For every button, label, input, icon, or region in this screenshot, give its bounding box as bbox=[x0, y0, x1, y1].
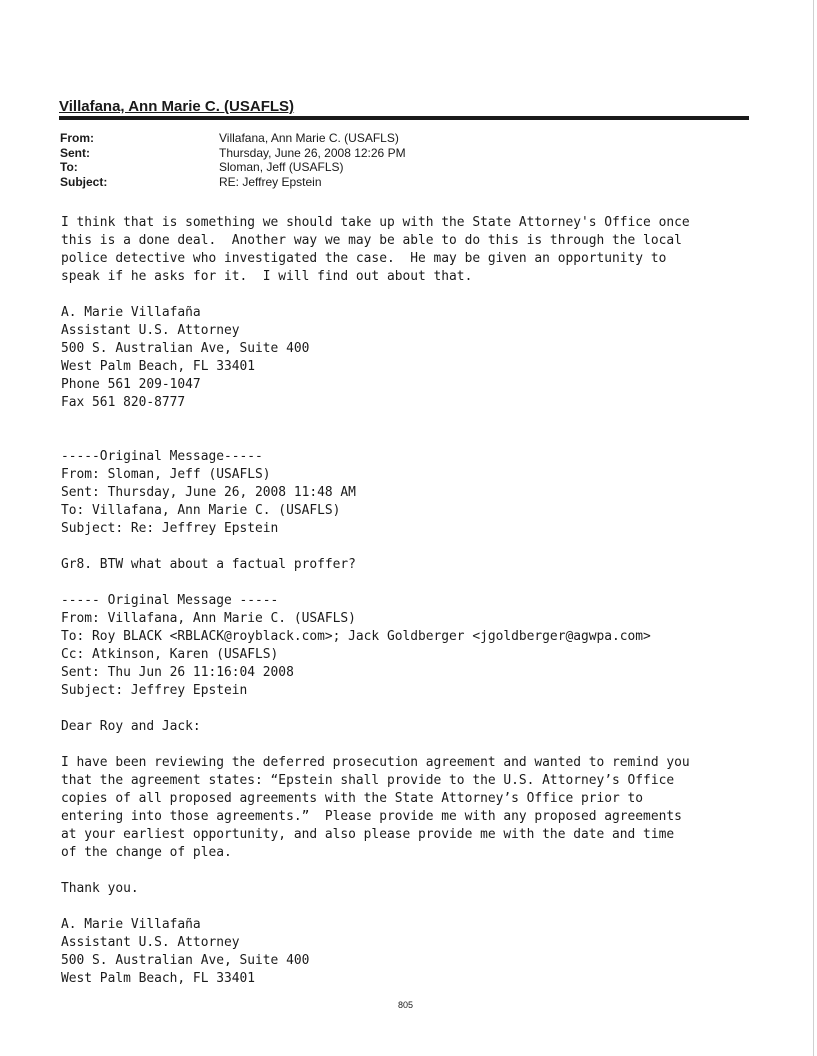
text-line: police detective who investigated the case. He may be given an opportunity to bbox=[61, 251, 667, 266]
text-line: Dear Roy and Jack: bbox=[61, 719, 201, 734]
text-line: I think that is something we should take up with the State Attorney's Office once bbox=[61, 215, 690, 230]
text-line: this is a done deal. Another way we may be able to do this is through the local bbox=[61, 233, 682, 248]
page-number: 805 bbox=[398, 1000, 414, 1010]
title-rule bbox=[59, 116, 749, 120]
text-line: at your earliest opportunity, and also please provide me with the date and time bbox=[61, 827, 675, 842]
header-value: RE: Jeffrey Epstein bbox=[219, 174, 322, 189]
text-line: A. Marie Villafaña bbox=[61, 917, 201, 932]
text-line: of the change of plea. bbox=[61, 845, 232, 860]
text-line: To: Roy BLACK <RBLACK@royblack.com>; Jack Goldberger <jgoldberger@agwpa.com> bbox=[61, 629, 651, 644]
email-body bbox=[61, 214, 801, 988]
document-title: Villafana, Ann Marie C. (USAFLS) bbox=[59, 98, 295, 115]
text-line: From: Sloman, Jeff (USAFLS) bbox=[61, 467, 271, 482]
signature-block bbox=[61, 916, 801, 988]
text-line: ----- Original Message ----- bbox=[61, 593, 279, 608]
text-line: Cc: Atkinson, Karen (USAFLS) bbox=[61, 647, 279, 662]
greeting bbox=[61, 718, 801, 736]
text-line: Assistant U.S. Attorney bbox=[61, 935, 240, 950]
header-label: Subject: bbox=[60, 174, 108, 189]
text-line: Thank you. bbox=[61, 881, 139, 896]
signature-block bbox=[61, 304, 801, 412]
text-line: Phone 561 209-1047 bbox=[61, 377, 201, 392]
text-line: West Palm Beach, FL 33401 bbox=[61, 359, 256, 374]
text-line: To: Villafana, Ann Marie C. (USAFLS) bbox=[61, 503, 341, 518]
text-line: entering into those agreements.” Please provide me with any proposed agreements bbox=[61, 809, 682, 824]
scan-edge-line bbox=[813, 0, 814, 1056]
reply-paragraph bbox=[61, 214, 801, 286]
text-line: Subject: Jeffrey Epstein bbox=[61, 683, 248, 698]
original-message-header bbox=[61, 592, 801, 700]
header-label: To: bbox=[60, 160, 78, 174]
original-message-header bbox=[61, 448, 801, 538]
closing bbox=[61, 880, 801, 898]
header-row-sent bbox=[60, 146, 406, 161]
original-message-body bbox=[61, 556, 801, 574]
text-line: A. Marie Villafaña bbox=[61, 305, 201, 320]
email-header bbox=[60, 131, 406, 189]
text-line: that the agreement states: “Epstein shall provide to the U.S. Attorney’s Office bbox=[61, 773, 675, 788]
header-label: Sent: bbox=[60, 145, 90, 160]
text-line: -----Original Message----- bbox=[61, 449, 263, 464]
text-line: 500 S. Australian Ave, Suite 400 bbox=[61, 953, 310, 968]
text-line: copies of all proposed agreements with the State Attorney’s Office prior to bbox=[61, 791, 644, 806]
header-label: From: bbox=[60, 131, 94, 145]
text-line: Gr8. BTW what about a factual proffer? bbox=[61, 557, 356, 572]
header-value: Thursday, June 26, 2008 12:26 PM bbox=[219, 145, 406, 160]
header-row-to bbox=[60, 160, 406, 175]
header-value: Sloman, Jeff (USAFLS) bbox=[219, 160, 344, 174]
text-line: From: Villafana, Ann Marie C. (USAFLS) bbox=[61, 611, 356, 626]
text-line: I have been reviewing the deferred prosecution agreement and wanted to remind you bbox=[61, 755, 690, 770]
header-value: Villafana, Ann Marie C. (USAFLS) bbox=[219, 131, 399, 145]
text-line: West Palm Beach, FL 33401 bbox=[61, 971, 256, 986]
text-line: Sent: Thursday, June 26, 2008 11:48 AM bbox=[61, 485, 356, 500]
original-message-body bbox=[61, 754, 801, 862]
text-line: Assistant U.S. Attorney bbox=[61, 323, 240, 338]
text-line: speak if he asks for it. I will find out about that. bbox=[61, 269, 473, 284]
text-line: 500 S. Australian Ave, Suite 400 bbox=[61, 341, 310, 356]
text-line: Subject: Re: Jeffrey Epstein bbox=[61, 521, 279, 536]
text-line: Fax 561 820-8777 bbox=[61, 395, 186, 410]
text-line: Sent: Thu Jun 26 11:16:04 2008 bbox=[61, 665, 294, 680]
header-row-from bbox=[60, 131, 406, 146]
header-row-subject bbox=[60, 175, 406, 190]
